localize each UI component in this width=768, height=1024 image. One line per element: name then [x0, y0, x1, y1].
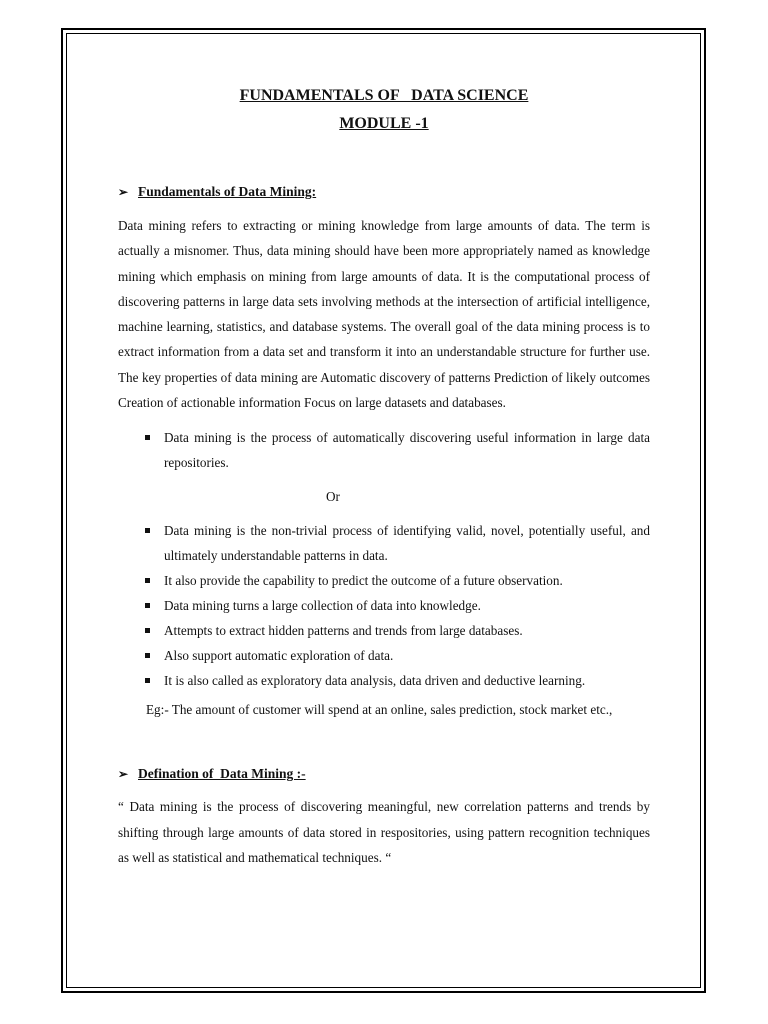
list-item [118, 593, 650, 618]
bullet-list-first [118, 425, 650, 475]
module-title: MODULE -1 [339, 115, 429, 132]
arrow-bullet-icon: ➢ [118, 185, 129, 199]
bullet-list-second [118, 518, 650, 693]
square-bullet-icon [145, 603, 150, 608]
section-heading-text: Defination of Data Mining :- [138, 766, 306, 782]
list-item-text: It also provide the capability to predict the outcome of a future observation. [164, 573, 563, 589]
square-bullet-icon [145, 653, 150, 658]
list-item-text: Data mining turns a large collection of data into knowledge. [164, 598, 481, 614]
square-bullet-icon [145, 628, 150, 633]
list-item-text: Data mining is the non-trivial process of identifying valid, novel, potentially useful, and ultimately understandable patterns in data. [164, 523, 650, 564]
list-item [118, 518, 650, 568]
list-item [118, 668, 650, 693]
section-heading-definition [118, 765, 650, 783]
square-bullet-icon [145, 435, 150, 440]
list-item-text: Data mining is the process of automatically discovering useful information in large data repositories. [164, 430, 650, 471]
list-item [118, 618, 650, 643]
document-title: FUNDAMENTALS OF DATA SCIENCE [239, 87, 529, 104]
list-item [118, 568, 650, 593]
list-item-text: Also support automatic exploration of data. [164, 648, 394, 664]
arrow-bullet-icon: ➢ [118, 767, 129, 782]
example-line: Eg:- The amount of customer will spend at an online, sales prediction, stock market etc., [146, 702, 613, 718]
intro-paragraph: Data mining refers to extracting or mining knowledge from large amounts of data. The term is actually a misnomer. Thus, data mining should have been more appropriately named as knowledge mining which emphasis on mining from large amounts of data. It is the computational process of discovering patterns in large data sets involving methods at the intersection of artificial intelligence, machine learning, statistics, and database systems. The overall goal of the data mining process is to extract information from a data set and transform it into an understandable structure for further use. The key properties of data mining are Automatic discovery of patterns Prediction of likely outcomes Creation of actionable information Focus on large datasets and databases. [118, 218, 650, 411]
list-item-text: Attempts to extract hidden patterns and trends from large databases. [164, 623, 523, 639]
square-bullet-icon [145, 678, 150, 683]
definition-paragraph: “ Data mining is the process of discovering meaningful, new correlation patterns and trends by shifting through large amounts of data stored in respositories, using pattern recognition techniques as well as statistical and mathematical techniques. “ [118, 799, 650, 865]
list-item [118, 425, 650, 475]
or-separator: Or [326, 489, 340, 505]
section-heading-fundamentals [118, 183, 650, 201]
list-item [118, 643, 650, 668]
section-heading-text: Fundamentals of Data Mining: [138, 184, 317, 199]
list-item-text: It is also called as exploratory data analysis, data driven and deductive learning. [164, 673, 586, 689]
document-body [118, 86, 650, 870]
square-bullet-icon [145, 578, 150, 583]
square-bullet-icon [145, 528, 150, 533]
